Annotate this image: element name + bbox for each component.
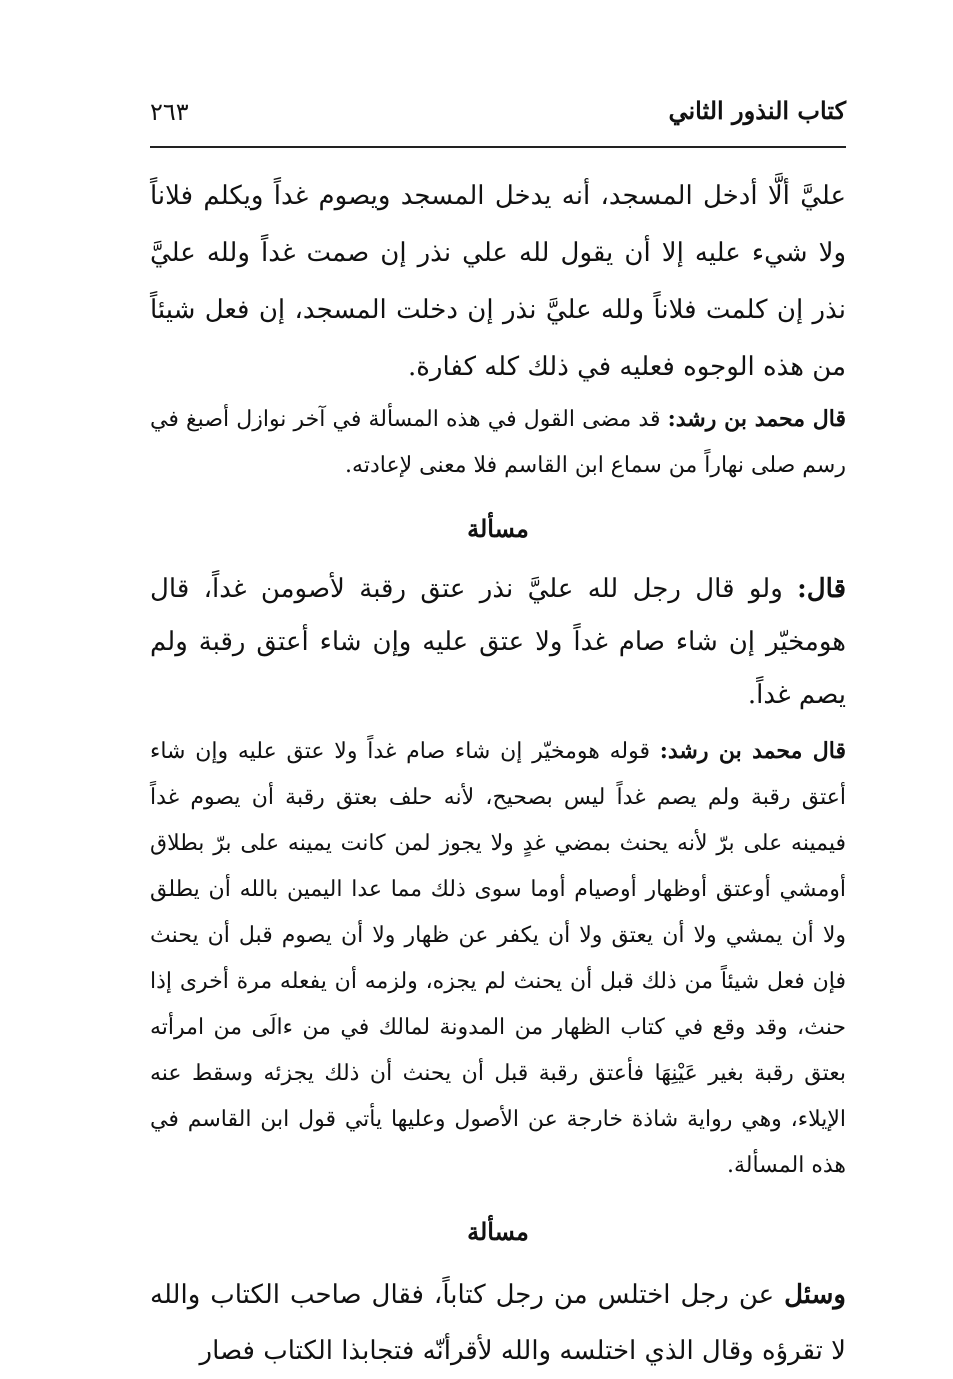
paragraph-1: [150, 168, 846, 396]
section-heading-2: مسألة: [467, 1217, 529, 1246]
header-rule: [150, 146, 846, 148]
paragraph-2-lead: قال محمد بن رشد:: [667, 406, 847, 432]
paragraph-3-lead: قال:: [797, 574, 846, 604]
paragraph-3: [150, 563, 846, 722]
running-title: كتاب النذور الثاني: [668, 96, 846, 125]
paragraph-2: [150, 396, 846, 489]
paragraph-4: [150, 728, 846, 1189]
paragraph-3-text: ولو قال رجل لله عليَّ نذر عتق رقبة لأصومن غداً، قال هومخيّر إن شاء صام غداً ولا عتق عليه وإن شاء أعتق رقبة ولم يصم غداً.: [150, 574, 846, 710]
paragraph-4-lead: قال محمد بن رشد:: [659, 738, 846, 764]
paragraph-5-text: عن رجل اختلس من رجل كتاباً، فقال صاحب الكتاب والله لا تقرؤه وقال الذي اختلسه والله لأقرأنّه فتجابذا الكتاب فصار: [150, 1280, 846, 1366]
page-header: [150, 96, 846, 136]
body-text: [150, 168, 846, 1379]
paragraph-4-text: قوله هومخيّر إن شاء صام غداً ولا عتق عليه وإن شاء أعتق رقبة ولم يصم غداً ليس بصحيح، لأنه حلف بعتق رقبة أن يصوم غداً فيمينه على برّ لأنه يحنث بمضي غدٍ ولا يجوز لمن كانت يمينه على برّ بطلاق أومشي أوعتق أوظهار أوصيام أوما سوى ذلك مما عدا اليمين بالله أن يطلق ولا أن يمشي ولا أن يعتق ولا أن يكفر عن ظهار ولا أن يصوم قبل أن يحنث فإن فعل شيئاً من ذلك قبل أن يحنث لم يجزه، ولزمه أن يفعله مرة أخرى إذا حنث، وقد وقع في كتاب الظهار من المدونة لمالك في من ءالَى من امرأته بعتق رقبة بغير عَيْنِهَا فأعتق رقبة قبل أن يحنث أن ذلك يجزئه وسقط عنه الإيلاء، وهي رواية شاذة خارجة عن الأصول وعليها يأتي قول ابن القاسم في هذه المسألة.: [150, 739, 846, 1178]
page-number: ٢٦٣: [150, 98, 189, 126]
section-heading-1: مسألة: [467, 514, 529, 543]
paragraph-5: [150, 1267, 846, 1379]
paragraph-2-text: قد مضى القول في هذه المسألة في آخر نوازل أصبغ في رسم صلى نهاراً من سماع ابن القاسم فلا معنى لإعادته.: [150, 407, 846, 478]
paragraph-1-text: عليَّ ألَّا أدخل المسجد، أنه يدخل المسجد ويصوم غداً ويكلم فلاناً ولا شيء عليه إلا أن يقول لله علي نذر إن صمت غداً ولله عليَّ نذر إن كلمت فلاناً ولله عليَّ نذر إن دخلت المسجد، إن فعل شيئاً من هذه الوجوه فعليه في ذلك كله كفارة.: [150, 181, 846, 382]
paragraph-5-lead: وسئل: [784, 1280, 846, 1310]
